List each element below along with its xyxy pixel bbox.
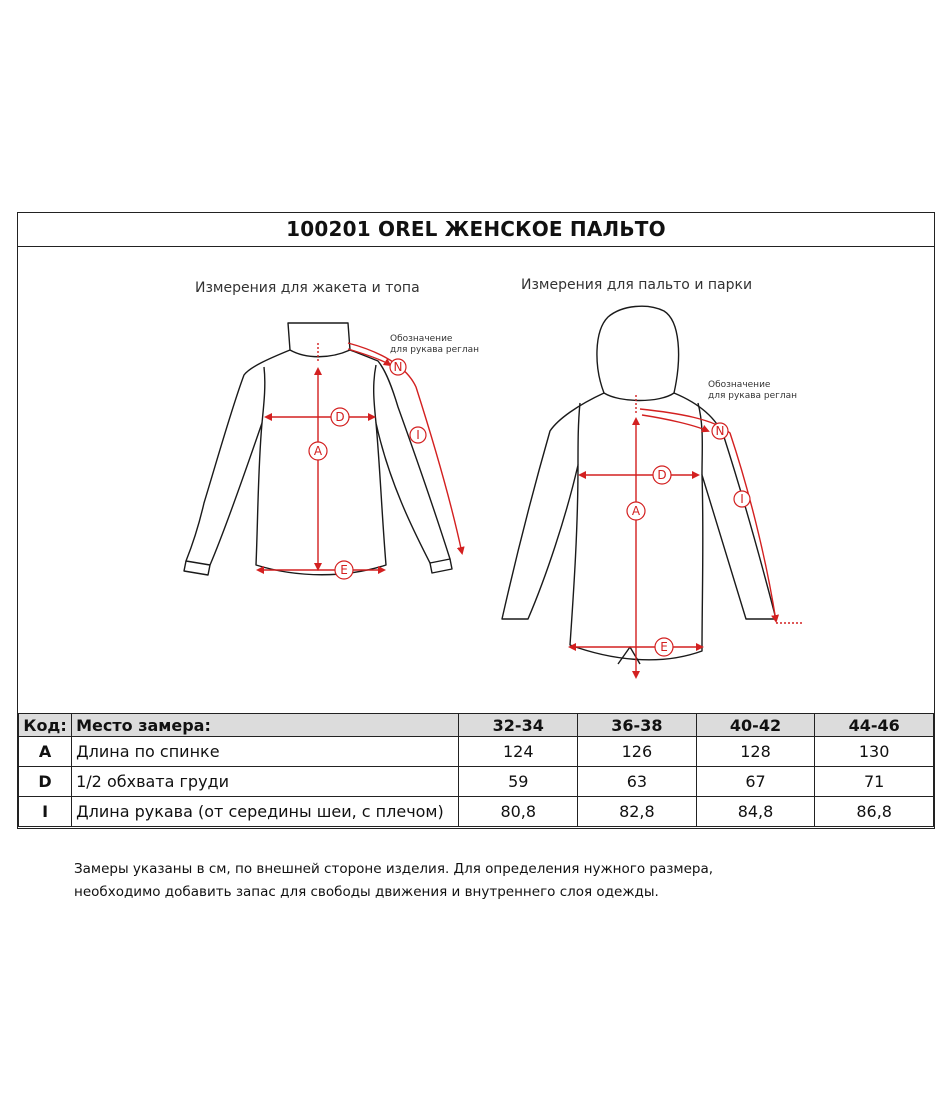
- jacket-caption: Измерения для жакета и топа: [195, 280, 420, 296]
- marker-a: A: [631, 504, 641, 518]
- coat-markers: [627, 423, 750, 656]
- table-header-row: [19, 714, 934, 737]
- row-place: 1/2 обхвата груди: [72, 767, 459, 797]
- header-code: Код:: [19, 714, 72, 737]
- marker-i: I: [416, 428, 420, 442]
- row-place: Длина рукава (от середины шеи, с плечом): [72, 797, 459, 827]
- coat-raglan-note: Обозначение для рукава реглан: [708, 380, 798, 401]
- jacket-line-i: [348, 343, 462, 553]
- garment-diagrams: [18, 247, 936, 713]
- coat-armhole-right: [698, 403, 702, 475]
- measurement-figure: [18, 247, 936, 713]
- row-value: 71: [815, 767, 934, 797]
- row-value: 84,8: [696, 797, 815, 827]
- row-code: D: [19, 767, 72, 797]
- marker-d: D: [657, 468, 667, 482]
- row-value: 63: [578, 767, 697, 797]
- table-row: [19, 767, 934, 797]
- header-size: 36-38: [578, 714, 697, 737]
- marker-n: N: [715, 424, 725, 438]
- coat-line-i: [640, 409, 776, 621]
- jacket-armhole-left: [262, 367, 265, 423]
- row-value: 128: [696, 737, 815, 767]
- header-size: 32-34: [459, 714, 578, 737]
- marker-d: D: [335, 410, 345, 424]
- jacket-measure-lines: [258, 343, 462, 570]
- coat-line-n: [642, 415, 708, 431]
- coat-measure-lines: [570, 395, 804, 677]
- size-chart-sheet: [17, 212, 935, 829]
- row-value: 67: [696, 767, 815, 797]
- size-table: [18, 713, 934, 827]
- jacket-collar: [288, 323, 350, 357]
- row-code: I: [19, 797, 72, 827]
- jacket-raglan-note: Обозначение для рукава реглан: [390, 334, 480, 355]
- header-size: 40-42: [696, 714, 815, 737]
- row-value: 59: [459, 767, 578, 797]
- footer-line-2: необходимо добавить запас для свободы движения и внутреннего слоя одежды.: [74, 884, 659, 900]
- coat-drawing: [502, 306, 776, 664]
- row-value: 80,8: [459, 797, 578, 827]
- table-row: [19, 797, 934, 827]
- row-place: Длина по спинке: [72, 737, 459, 767]
- page-title: 100201 OREL ЖЕНСКОЕ ПАЛЬТО: [18, 213, 934, 247]
- header-size: 44-46: [815, 714, 934, 737]
- marker-e: E: [660, 640, 668, 654]
- marker-n: N: [393, 360, 403, 374]
- row-code: A: [19, 737, 72, 767]
- row-value: 86,8: [815, 797, 934, 827]
- coat-body: [502, 393, 776, 660]
- row-value: 82,8: [578, 797, 697, 827]
- marker-i: I: [740, 492, 744, 506]
- marker-e: E: [340, 563, 348, 577]
- coat-caption: Измерения для пальто и парки: [521, 277, 753, 293]
- coat-hood: [597, 306, 679, 400]
- table-row: [19, 737, 934, 767]
- marker-a: A: [313, 444, 323, 458]
- coat-armhole-left: [578, 403, 580, 465]
- row-value: 126: [578, 737, 697, 767]
- footer-line-1: Замеры указаны в см, по внешней стороне изделия. Для определения нужного размера,: [74, 861, 714, 877]
- row-value: 124: [459, 737, 578, 767]
- footer-note: [74, 858, 713, 904]
- jacket-markers: [309, 359, 426, 579]
- header-place: Место замера:: [72, 714, 459, 737]
- row-value: 130: [815, 737, 934, 767]
- jacket-armhole-right: [374, 365, 376, 423]
